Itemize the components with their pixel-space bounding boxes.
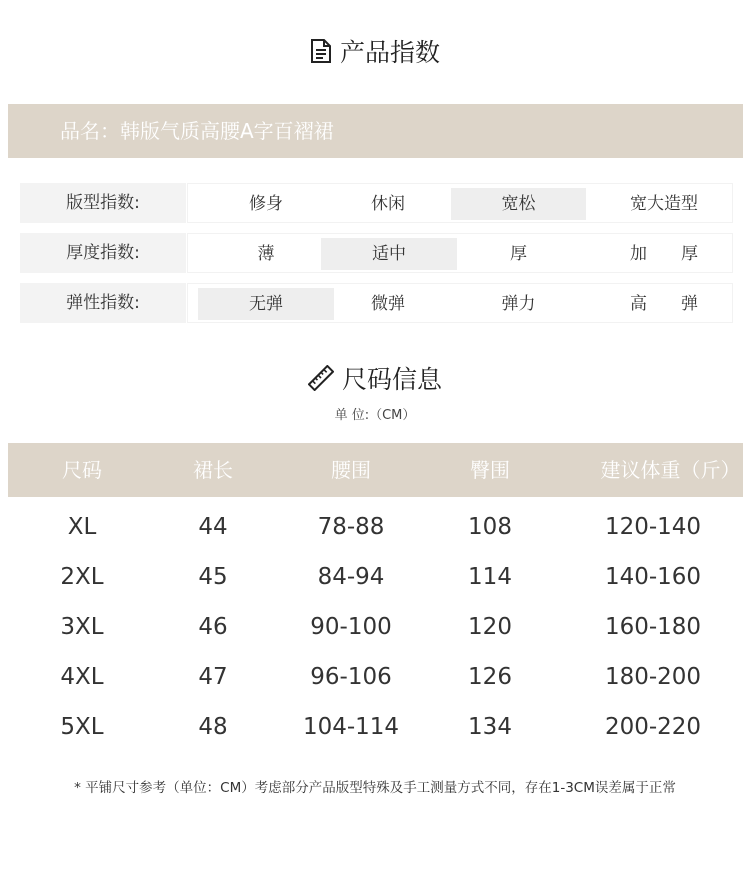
cell-size: XL — [67, 514, 97, 540]
index-option: 休闲 — [371, 194, 405, 214]
cell-length: 44 — [198, 514, 228, 540]
index-option: 薄 — [257, 244, 275, 264]
cell-size: 3XL — [60, 614, 104, 640]
cell-length: 45 — [198, 564, 228, 590]
index-options — [187, 183, 733, 223]
table-row — [0, 605, 750, 649]
table-row — [0, 505, 750, 549]
header-length: 裙长 — [193, 458, 233, 482]
cell-size: 2XL — [60, 564, 104, 590]
header-hip: 臀围 — [470, 458, 510, 482]
header-size: 尺码 — [62, 458, 102, 482]
header-waist: 腰围 — [331, 458, 371, 482]
index-option: 厚 — [510, 244, 527, 264]
table-row — [0, 555, 750, 599]
cell-length: 48 — [198, 714, 228, 740]
header-weight: 建议体重（斤） — [600, 458, 741, 482]
cell-waist: 84-94 — [317, 564, 385, 590]
cell-hip: 120 — [468, 614, 512, 640]
cell-size: 5XL — [60, 714, 104, 740]
index-row-fit — [20, 183, 733, 223]
cell-hip: 126 — [468, 664, 512, 690]
cell-length: 46 — [198, 614, 228, 640]
cell-waist: 78-88 — [317, 514, 385, 540]
index-label: 弹性指数: — [20, 283, 186, 323]
index-option-selected: 无弹 — [198, 288, 334, 320]
index-option: 高 弹 — [630, 294, 698, 314]
size-info-title — [0, 362, 750, 394]
index-row-elasticity — [20, 283, 733, 323]
cell-size: 4XL — [60, 664, 104, 690]
table-row — [0, 705, 750, 749]
index-option-selected: 适中 — [321, 238, 457, 270]
product-name-bar — [8, 104, 743, 158]
cell-waist: 90-100 — [310, 614, 392, 640]
index-label: 版型指数: — [20, 183, 186, 223]
index-row-thickness — [20, 233, 733, 273]
size-info-title-text: 尺码信息 — [341, 365, 442, 394]
product-index-title — [0, 34, 750, 68]
index-option: 加 厚 — [630, 244, 698, 264]
cell-length: 47 — [198, 664, 228, 690]
cell-hip: 134 — [468, 714, 512, 740]
product-name: 品名：韩版气质高腰A字百褶裙 — [60, 119, 334, 143]
cell-waist: 96-106 — [310, 664, 392, 690]
cell-waist: 104-114 — [302, 714, 400, 740]
index-option: 微弹 — [371, 294, 405, 314]
index-option-selected: 宽松 — [451, 188, 586, 220]
cell-weight: 140-160 — [604, 564, 702, 590]
cell-weight: 200-220 — [604, 714, 702, 740]
unit-note: 单 位:（CM） — [334, 408, 416, 423]
cell-weight: 160-180 — [604, 614, 702, 640]
index-option: 弹力 — [501, 294, 536, 314]
index-label: 厚度指数: — [20, 233, 186, 273]
size-table-header — [8, 443, 743, 497]
cell-hip: 114 — [468, 564, 512, 590]
cell-hip: 108 — [468, 514, 512, 540]
index-option: 修身 — [249, 194, 283, 214]
cell-weight: 120-140 — [604, 514, 702, 540]
cell-weight: 180-200 — [604, 664, 702, 690]
ruler-icon — [308, 365, 334, 391]
product-index-title-text: 产品指数 — [339, 38, 440, 67]
index-options — [187, 283, 733, 323]
index-options — [187, 233, 733, 273]
document-icon — [310, 38, 332, 64]
footnote: * 平铺尺寸参考（单位：CM）考虑部分产品版型特殊及手工测量方式不同，存在1-3CM误差属于正常 — [74, 780, 676, 796]
index-option: 宽大造型 — [630, 194, 698, 214]
table-row — [0, 655, 750, 699]
